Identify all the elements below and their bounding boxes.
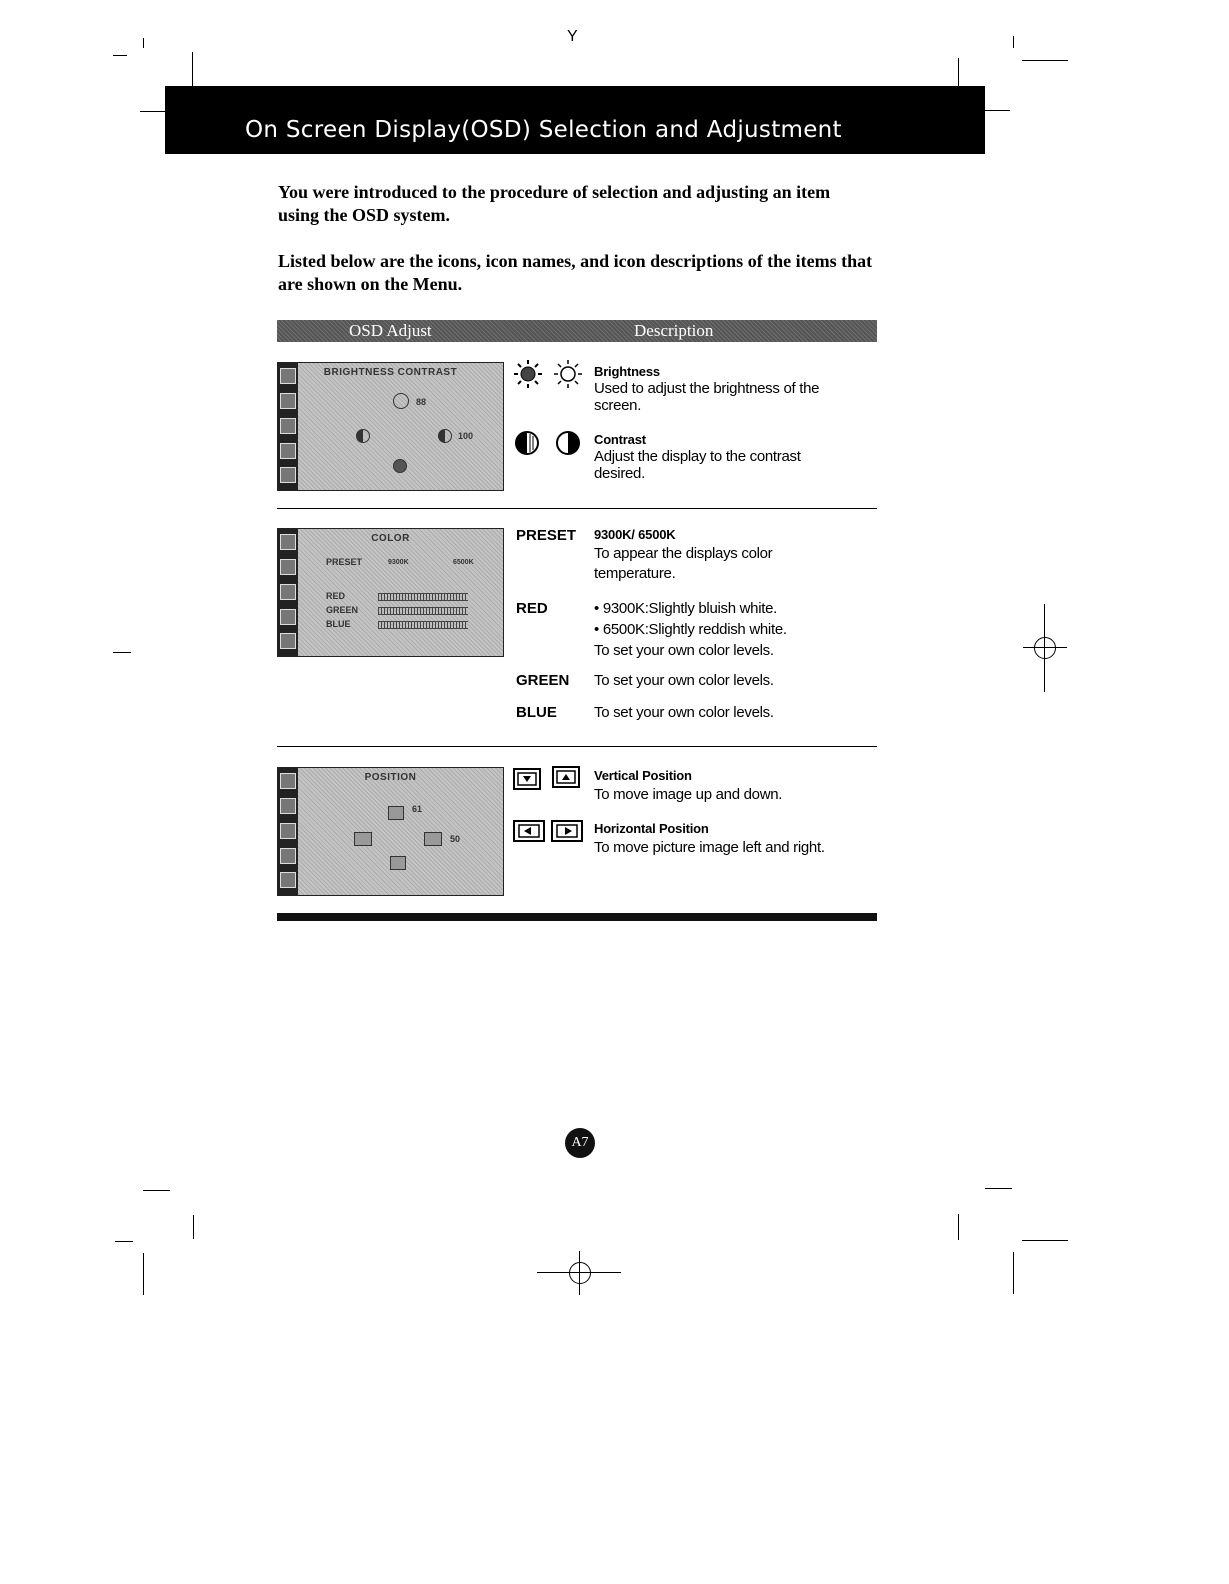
- horizontal-position-name: Horizontal Position: [594, 821, 709, 836]
- osd-screenshot-brightness-contrast: [277, 362, 504, 491]
- crop-mark: [985, 1188, 1012, 1189]
- intro-paragraph-1: You were introduced to the procedure of selection and adjusting an item using the OSD system.: [278, 182, 831, 225]
- crop-mark: [1044, 604, 1045, 692]
- crop-mark: [115, 1241, 133, 1242]
- osd-vertical-position-icon: [390, 856, 406, 870]
- osd-blue-label: BLUE: [326, 619, 351, 629]
- blue-term: BLUE: [516, 704, 557, 721]
- osd-preset-option: 6500K: [453, 559, 474, 566]
- preset-description: To appear the displays color temperature.: [594, 545, 773, 582]
- crop-mark: [113, 55, 127, 56]
- osd-title: POSITION: [364, 772, 417, 783]
- contrast-half-icon: [555, 430, 581, 456]
- osd-sun-icon: [393, 393, 409, 409]
- crop-mark: [113, 652, 131, 653]
- page-title: On Screen Display(OSD) Selection and Adjustment: [245, 117, 842, 143]
- contrast-name: Contrast: [594, 432, 646, 447]
- crop-mark: [193, 1215, 194, 1239]
- osd-sun-icon: [393, 459, 407, 473]
- osd-title: COLOR: [371, 533, 410, 544]
- intro-paragraph-2: Listed below are the icons, icon names, and icon descriptions of the items that are shown on the Menu.: [278, 251, 873, 294]
- crop-mark: [1022, 60, 1068, 61]
- crop-mark: [958, 58, 959, 86]
- brightness-name: Brightness: [594, 364, 660, 379]
- vertical-position-down-icon: [513, 768, 541, 790]
- crop-mark: [958, 1214, 959, 1240]
- osd-title: BRIGHTNESS CONTRAST: [323, 367, 458, 378]
- osd-vertical-value: 61: [412, 804, 423, 814]
- registration-crosshair: [1023, 626, 1067, 670]
- osd-preset-option: 9300K: [388, 559, 409, 566]
- horizontal-position-description: To move picture image left and right.: [594, 839, 825, 856]
- green-description: To set your own color levels.: [594, 672, 774, 689]
- crop-mark: [143, 1253, 144, 1295]
- contrast-striped-icon: [514, 430, 540, 456]
- crop-mark: [143, 1190, 170, 1191]
- crop-mark: [537, 1272, 621, 1273]
- blue-description: To set your own color levels.: [594, 704, 774, 721]
- red-term: RED: [516, 600, 548, 617]
- osd-sidebar: [278, 363, 298, 490]
- crop-mark: [1022, 1240, 1068, 1241]
- preset-name: 9300K/ 6500K: [594, 527, 676, 542]
- top-registration-mark: Y: [567, 28, 578, 45]
- osd-green-label: GREEN: [326, 605, 359, 615]
- horizontal-position-right-icon: [551, 820, 583, 842]
- osd-contrast-icon: [356, 429, 370, 443]
- registration-crosshair: [558, 1251, 602, 1295]
- crop-mark: [140, 111, 165, 112]
- column-header-description: Description: [634, 321, 714, 340]
- table-bottom-bar: [277, 913, 877, 921]
- brightness-description: Used to adjust the brightness of the screen.: [594, 380, 820, 414]
- osd-blue-slider: [378, 621, 468, 629]
- row-divider: [277, 508, 877, 509]
- row-divider: [277, 746, 877, 747]
- green-term: GREEN: [516, 672, 570, 689]
- crop-mark: [192, 52, 193, 86]
- horizontal-position-left-icon: [513, 820, 545, 842]
- osd-vertical-position-icon: [388, 806, 404, 820]
- osd-sidebar: [278, 768, 298, 895]
- vertical-position-description: To move image up and down.: [594, 786, 783, 803]
- osd-screenshot-position: [277, 767, 504, 896]
- crop-mark: [143, 38, 144, 48]
- osd-brightness-value: 88: [416, 397, 427, 407]
- crop-mark: [985, 110, 1010, 111]
- osd-horizontal-position-icon: [354, 832, 372, 846]
- vertical-position-up-icon: [552, 766, 580, 788]
- sun-outline-icon: [553, 359, 583, 389]
- osd-green-slider: [378, 607, 468, 615]
- page-number: A7: [565, 1128, 595, 1158]
- sun-filled-icon: [513, 359, 543, 389]
- vertical-position-name: Vertical Position: [594, 768, 692, 783]
- osd-horizontal-value: 50: [450, 834, 461, 844]
- osd-red-label: RED: [326, 591, 346, 601]
- osd-red-slider: [378, 593, 468, 601]
- osd-screenshot-color: [277, 528, 504, 657]
- osd-sidebar: [278, 529, 298, 656]
- contrast-description: Adjust the display to the contrast desired.: [594, 448, 801, 482]
- preset-term: PRESET: [516, 527, 577, 544]
- crop-mark: [1013, 1252, 1014, 1294]
- column-header-osd-adjust: OSD Adjust: [349, 321, 432, 340]
- osd-contrast-icon: [438, 429, 452, 443]
- osd-contrast-value: 100: [458, 431, 474, 441]
- crop-mark: [1013, 36, 1014, 48]
- red-description: • 9300K:Slightly bluish white. • 6500K:Slightly reddish white. To set your own color levels.: [594, 600, 787, 659]
- osd-preset-label: PRESET: [326, 557, 363, 567]
- osd-horizontal-position-icon: [424, 832, 442, 846]
